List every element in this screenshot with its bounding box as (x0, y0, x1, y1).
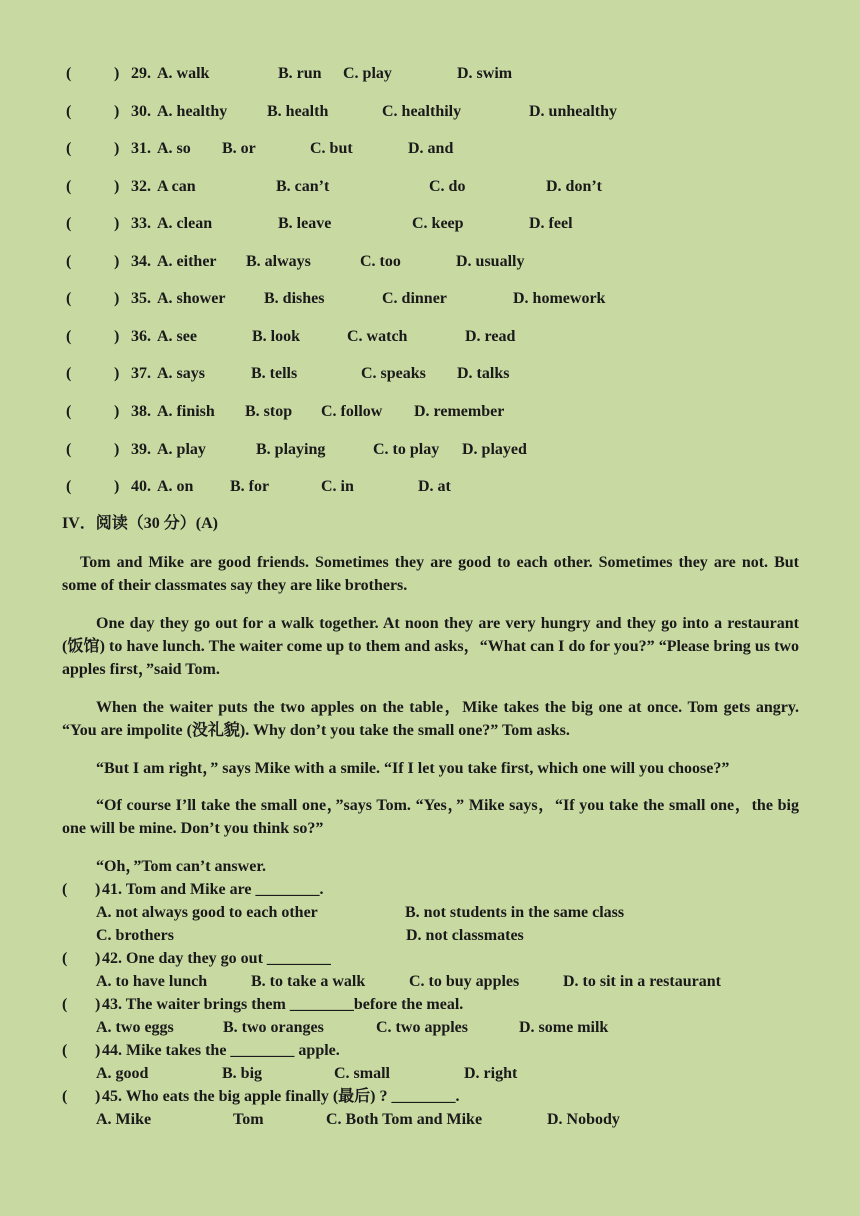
question-number: 32. (131, 178, 151, 195)
option-c: C. in (321, 478, 354, 495)
option-c: C. to play (373, 441, 440, 458)
question-number: 31. (131, 140, 151, 157)
answer-blank-open[interactable]: ( (66, 103, 72, 120)
option-b: B. health (267, 103, 329, 120)
option-c: C. brothers (96, 927, 174, 944)
option-b: B. run (278, 65, 322, 82)
answer-blank-open[interactable]: ( (62, 1088, 68, 1105)
option-d: D. read (465, 328, 516, 345)
option-d: D. feel (529, 215, 573, 232)
option-a: A. either (157, 253, 217, 270)
answer-blank-close: ) (95, 1088, 101, 1105)
option-d: D. talks (457, 365, 510, 382)
option-a: A. shower (157, 290, 226, 307)
option-c: C. keep (412, 215, 464, 232)
option-d: D. Nobody (547, 1111, 620, 1128)
option-c: C. watch (347, 328, 408, 345)
option-d: D. and (408, 140, 454, 157)
answer-blank-close: ) (114, 103, 120, 120)
question-stem: 42. One day they go out ________ (102, 950, 331, 967)
option-d: D. unhealthy (529, 103, 618, 120)
option-c: C. small (334, 1065, 390, 1082)
option-a: A. finish (157, 403, 215, 420)
answer-blank-close: ) (114, 290, 120, 307)
question-number: 30. (131, 103, 151, 120)
option-b: B. big (222, 1065, 263, 1082)
passage-text: Tom and Mike are good friends. Sometimes they are good to each other. Sometimes they are not. But some of their classmates say they are like brothers. (62, 554, 799, 594)
answer-blank-close: ) (114, 140, 120, 157)
question-number: 33. (131, 215, 151, 232)
option-a: A. two eggs (96, 1019, 174, 1036)
answer-blank-open[interactable]: ( (66, 403, 72, 420)
option-d: D. to sit in a restaurant (563, 973, 721, 990)
answer-blank-open[interactable]: ( (66, 441, 72, 458)
option-c: C. to buy apples (409, 973, 520, 990)
answer-blank-close: ) (95, 996, 101, 1013)
option-d: D. don’t (546, 178, 603, 195)
passage-paragraph-5 (62, 794, 799, 840)
passage-paragraph-4 (62, 757, 799, 780)
answer-blank-open[interactable]: ( (66, 365, 72, 382)
section-title: IV．阅读（30 分）(A) (62, 515, 218, 532)
answer-blank-open[interactable]: ( (66, 65, 72, 82)
option-b: B. for (230, 478, 270, 495)
answer-blank-close: ) (114, 365, 120, 382)
question-number: 36. (131, 328, 151, 345)
answer-blank-open[interactable]: ( (66, 290, 72, 307)
option-d: D. swim (457, 65, 513, 82)
answer-blank-close: ) (95, 1042, 101, 1059)
answer-blank-close: ) (114, 441, 120, 458)
passage-text: “Oh，”Tom can’t answer. (96, 858, 266, 875)
answer-blank-open[interactable]: ( (66, 253, 72, 270)
option-d: D. played (462, 441, 527, 458)
option-b: B. always (246, 253, 311, 270)
passage-text: One day they go out for a walk together. At noon they are very hungry and they go into a restaurant (饭馆) to have lunch. The waiter come up to them and asks，“What can I do for you?” “Please bring us two apples first，”said Tom. (62, 615, 799, 678)
answer-blank-open[interactable]: ( (66, 328, 72, 345)
answer-blank-open[interactable]: ( (62, 996, 68, 1013)
answer-blank-close: ) (114, 178, 120, 195)
option-a: A. healthy (157, 103, 228, 120)
option-b: B. to take a walk (251, 973, 366, 990)
option-a: A. Mike (96, 1111, 152, 1128)
passage-text: “But I am right，” says Mike with a smile. “If I let you take first, which one will you choose?” (96, 760, 730, 777)
option-c: C. dinner (382, 290, 447, 307)
option-b: B. dishes (264, 290, 325, 307)
option-b: B. or (222, 140, 256, 157)
option-c: C. speaks (361, 365, 426, 382)
question-number: 29. (131, 65, 151, 82)
option-c: C. Both Tom and Mike (326, 1111, 483, 1128)
question-stem: 43. The waiter brings them ________before the meal. (102, 996, 464, 1013)
answer-blank-open[interactable]: ( (62, 881, 68, 898)
answer-blank-open[interactable]: ( (66, 178, 72, 195)
option-d: D. some milk (519, 1019, 609, 1036)
option-b: B. not students in the same class (405, 904, 625, 921)
option-b: Tom (233, 1111, 264, 1128)
option-a: A. not always good to each other (96, 904, 318, 921)
option-d: D. right (464, 1065, 518, 1082)
option-b: B. two oranges (223, 1019, 324, 1036)
option-a: A. walk (157, 65, 210, 82)
option-a: A. to have lunch (96, 973, 208, 990)
option-a: A. see (157, 328, 197, 345)
passage-text: “Of course I’ll take the small one，”says Tom. “Yes，” Mike says，“If you take the small one，the big one will be mine. Don’t you think so?” (62, 797, 799, 837)
answer-blank-close: ) (114, 65, 120, 82)
option-a: A. says (157, 365, 206, 382)
answer-blank-open[interactable]: ( (66, 140, 72, 157)
question-number: 38. (131, 403, 151, 420)
question-number: 39. (131, 441, 151, 458)
option-b: B. look (252, 328, 301, 345)
option-d: D. at (418, 478, 451, 495)
passage-paragraph-1 (62, 551, 799, 597)
question-number: 35. (131, 290, 151, 307)
question-number: 34. (131, 253, 151, 270)
question-number: 37. (131, 365, 151, 382)
answer-blank-close: ) (95, 881, 101, 898)
passage-paragraph-6 (62, 855, 799, 878)
answer-blank-close: ) (114, 253, 120, 270)
option-b: B. playing (256, 441, 326, 458)
question-stem: 44. Mike takes the ________ apple. (102, 1042, 340, 1059)
option-b: B. stop (245, 403, 293, 420)
passage-paragraph-3 (62, 696, 799, 742)
option-c: C. too (360, 253, 401, 270)
passage-text: When the waiter puts the two apples on the table，Mike takes the big one at once. Tom gets angry. “You are impolite (没礼貌). Why don’t you take the small one?” Tom asks. (62, 699, 799, 739)
option-d: D. homework (513, 290, 606, 307)
question-stem: 45. Who eats the big apple finally (最后) ? ________. (102, 1088, 460, 1105)
answer-blank-close: ) (114, 328, 120, 345)
question-stem: 41. Tom and Mike are ________. (102, 881, 324, 898)
option-c: C. play (343, 65, 392, 82)
option-c: C. do (429, 178, 466, 195)
option-a: A. so (157, 140, 191, 157)
option-c: C. two apples (376, 1019, 469, 1036)
option-b: B. leave (278, 215, 332, 232)
option-a: A. play (157, 441, 206, 458)
option-d: D. not classmates (406, 927, 524, 944)
option-d: D. usually (456, 253, 525, 270)
answer-blank-open[interactable]: ( (66, 478, 72, 495)
answer-blank-open[interactable]: ( (62, 950, 68, 967)
option-c: C. healthily (382, 103, 462, 120)
option-b: B. can’t (276, 178, 330, 195)
option-c: C. but (310, 140, 353, 157)
option-c: C. follow (321, 403, 383, 420)
answer-blank-close: ) (114, 215, 120, 232)
passage-paragraph-2 (62, 612, 799, 681)
answer-blank-close: ) (114, 403, 120, 420)
option-a: A can (157, 178, 196, 195)
answer-blank-close: ) (95, 950, 101, 967)
option-a: A. good (96, 1065, 149, 1082)
answer-blank-open[interactable]: ( (62, 1042, 68, 1059)
question-number: 40. (131, 478, 151, 495)
option-d: D. remember (414, 403, 505, 420)
answer-blank-open[interactable]: ( (66, 215, 72, 232)
option-b: B. tells (251, 365, 298, 382)
option-a: A. clean (157, 215, 213, 232)
option-a: A. on (157, 478, 194, 495)
answer-blank-close: ) (114, 478, 120, 495)
